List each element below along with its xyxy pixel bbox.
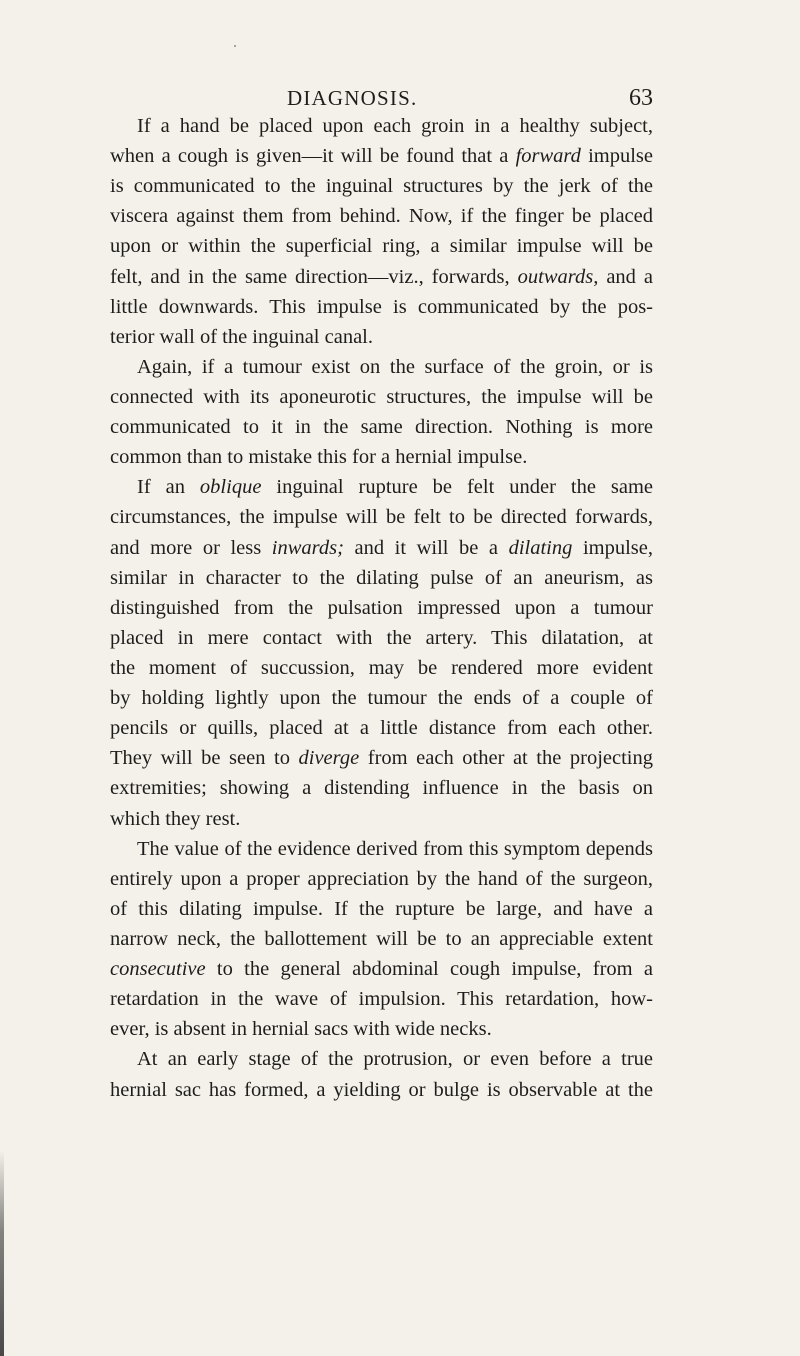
text-run: impulse [580,145,653,168]
text-run: which they rest. [110,807,241,830]
text-line [110,262,653,292]
text-run: by holding lightly upon the tumour the ends of a couple of [110,687,653,710]
text-line [110,111,653,141]
text-run: and a [598,265,653,288]
page-edge-shadow [0,1150,4,1356]
text-run: common than to mistake this for a hernial impulse. [110,446,528,469]
italic-phrase: diverge [298,747,360,770]
text-run: At an early stage of the protrusion, or even before a true [137,1048,653,1071]
text-run: Again, if a tumour exist on the surface of the groin, or is [137,355,653,378]
text-line [110,322,653,352]
text-line [110,593,653,623]
text-line [110,412,653,442]
text-run: felt, and in the same direction—viz., forwards, [110,265,518,288]
text-run: They will be seen to [110,747,299,770]
text-run: The value of the evidence derived from this symptom depends [137,837,653,860]
text-line [110,533,653,563]
text-line [110,894,653,924]
text-line [110,954,653,984]
text-line [110,502,653,532]
body-text [110,111,653,1105]
text-line [110,292,653,322]
text-line [110,352,653,382]
text-run: is communicated to the inguinal structures by the jerk of the [110,175,653,198]
text-run: pencils or quills, placed at a little distance from each other. [110,717,653,740]
text-run: little downwards. This impulse is communicated by the pos- [110,295,653,318]
text-line [110,713,653,743]
text-line [110,382,653,412]
text-line [110,201,653,231]
text-line [110,984,653,1014]
text-run: ever, is absent in hernial sacs with wide necks. [110,1018,492,1041]
running-title: DIAGNOSIS. [287,86,418,110]
text-line [110,924,653,954]
text-run: viscera against them from behind. Now, if the finger be placed [110,205,653,228]
text-line [110,834,653,864]
text-line [110,804,653,834]
text-line [110,683,653,713]
text-line [110,231,653,261]
italic-phrase: consecutive [110,958,206,981]
italic-phrase: oblique [199,476,262,499]
text-line [110,442,653,472]
text-line [110,563,653,593]
text-line [110,472,653,502]
paper-speck [234,45,236,47]
italic-phrase: outwards, [517,265,599,288]
text-run: circumstances, the impulse will be felt to be directed forwards, [110,506,653,529]
text-run: of this dilating impulse. If the rupture be large, and have a [110,897,653,920]
text-run: If an [137,476,200,499]
text-run: the moment of succussion, may be rendered more evident [110,656,653,679]
text-run: to the general abdominal cough impulse, from a [205,958,653,981]
text-line [110,864,653,894]
text-line [110,1075,653,1105]
italic-phrase: forward [515,145,581,168]
text-run: hernial sac has formed, a yielding or bulge is observable at the [110,1078,653,1101]
text-line [110,1014,653,1044]
italic-phrase: dilating [508,536,573,559]
text-run: communicated to it in the same direction. Nothing is more [110,416,653,439]
text-run: terior wall of the inguinal canal. [110,325,373,348]
text-run: similar in character to the dilating pulse of an aneurism, as [110,566,653,589]
text-run: and more or less [110,536,272,559]
text-line [110,141,653,171]
text-run: If a hand be placed upon each groin in a healthy subject, [137,115,653,137]
text-run: placed in mere contact with the artery. This dilatation, at [110,626,653,649]
text-run: entirely upon a proper appreciation by the hand of the surgeon, [110,867,653,890]
text-run: from each other at the projecting [359,747,654,770]
text-line [110,743,653,773]
text-run: inguinal rupture be felt under the same [261,476,653,499]
text-run: retardation in the wave of impulsion. This retardation, how- [110,988,653,1011]
page-number: 63 [629,85,653,111]
text-line [110,1044,653,1074]
text-run: extremities; showing a distending influence in the basis on [110,777,653,800]
text-line [110,171,653,201]
text-line [110,623,653,653]
text-run: when a cough is given—it will be found that a [110,145,516,168]
text-run: upon or within the superficial ring, a similar impulse will be [110,235,653,258]
text-line [110,773,653,803]
text-run: connected with its aponeurotic structures, the impulse will be [110,385,653,408]
italic-phrase: inwards; [271,536,344,559]
text-line [110,653,653,683]
text-run: and it will be a [343,536,509,559]
text-run: impulse, [572,536,653,559]
text-run: distinguished from the pulsation impressed upon a tumour [110,596,653,619]
text-run: narrow neck, the ballottement will be to an appreciable extent [110,927,653,950]
